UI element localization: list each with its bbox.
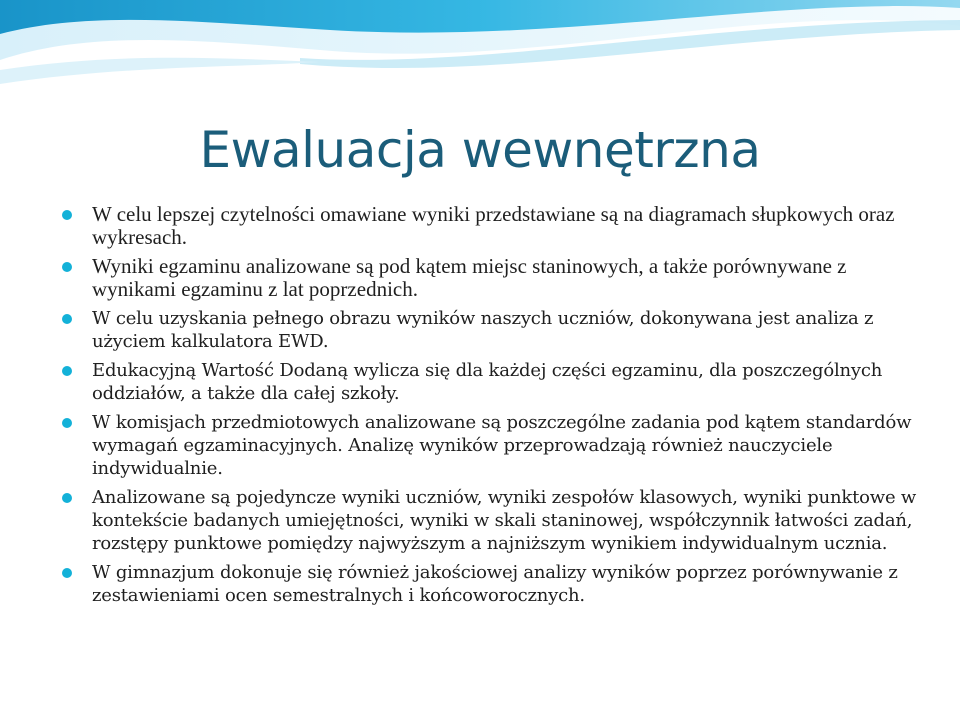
bullet-item: W celu lepszej czytelności omawiane wyniki przedstawiane są na diagramach słupkowych oraz wykresach. — [62, 203, 922, 249]
header-wave-decoration — [0, 0, 960, 110]
bullet-item: Edukacyjną Wartość Dodaną wylicza się dla każdej części egzaminu, dla poszczególnych oddziałów, a także dla całej szkoły. — [62, 359, 922, 405]
bullet-item: W komisjach przedmiotowych analizowane są poszczególne zadania pod kątem standardów wymagań egzaminacyjnych. Analizę wyników przeprowadzają również nauczyciele indywidualnie. — [62, 411, 922, 480]
bullet-item: Wyniki egzaminu analizowane są pod kątem miejsc staninowych, a także porównywane z wynikami egzaminu z lat poprzednich. — [62, 255, 922, 301]
slide-title: Ewaluacja wewnętrzna — [199, 121, 761, 179]
bullet-item: Analizowane są pojedyncze wyniki uczniów, wyniki zespołów klasowych, wyniki punktowe w kontekście badanych umiejętności, wyniki w skali staninowej, współczynnik łatwości zadań, rozstępy punktowe pomiędzy najwyższym a najniższym wynikiem indywidualnym ucznia. — [62, 486, 922, 555]
bullet-item: W celu uzyskania pełnego obrazu wyników naszych uczniów, dokonywana jest analiza z użyciem kalkulatora EWD. — [62, 307, 922, 353]
bullet-item: W gimnazjum dokonuje się również jakościowej analizy wyników poprzez porównywanie z zestawieniami ocen semestralnych i końcoworocznych. — [62, 561, 922, 607]
bullet-list — [62, 203, 922, 613]
